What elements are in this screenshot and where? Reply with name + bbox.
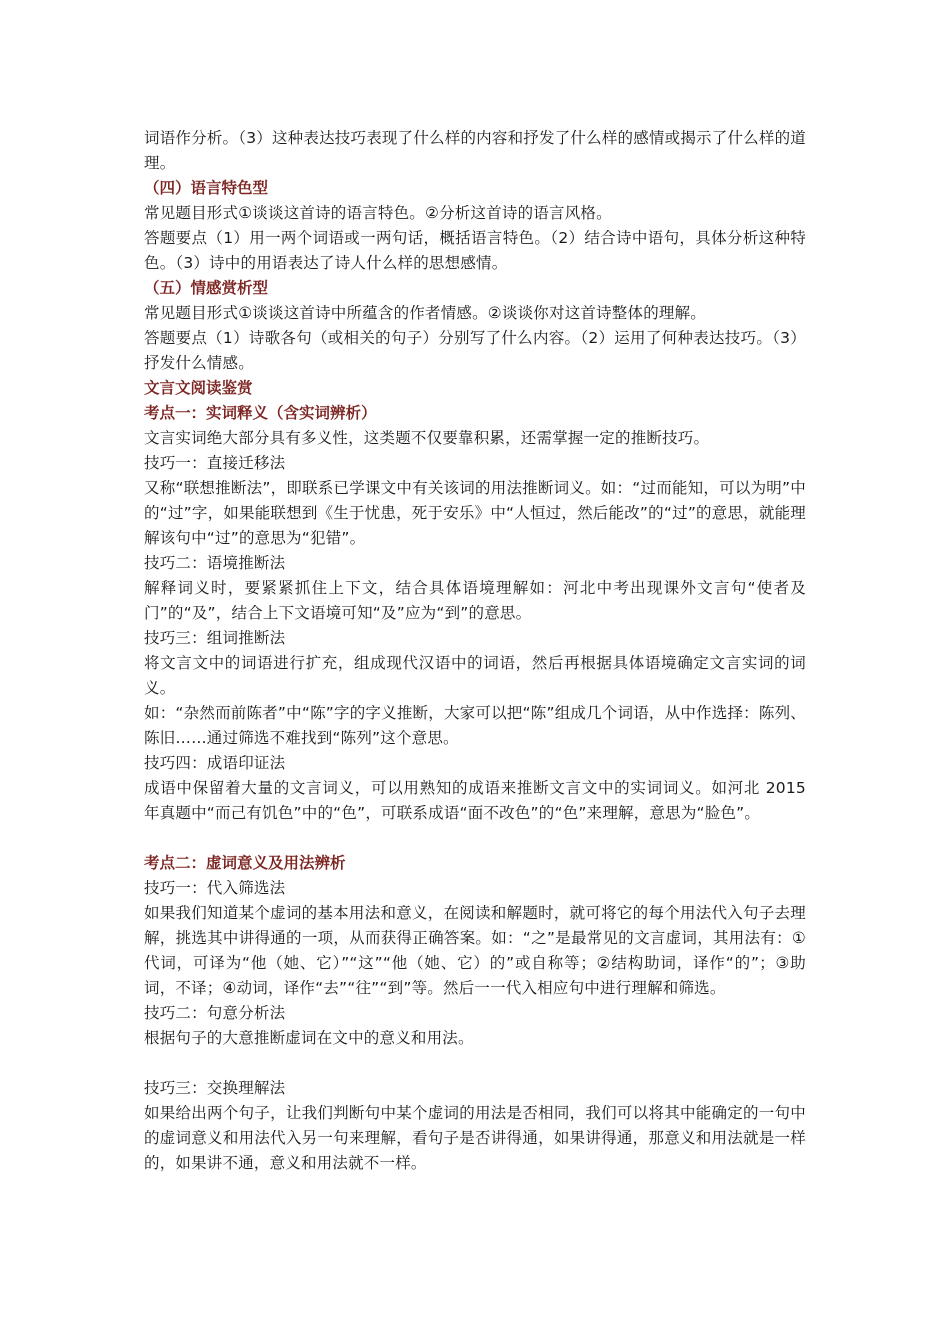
paragraph: 常见题目形式①谈谈这首诗的语言特色。②分析这首诗的语言风格。	[144, 204, 612, 222]
technique-label: 技巧一：代入筛选法	[144, 879, 286, 897]
paragraph: 成语中保留着大量的文言词义，可以用熟知的成语来推断文言文中的实词词义。如河北 2015 年真题中“而己有饥色”中的“色”，可联系成语“面不改色”的“色”来理解，意思为“脸色”。	[144, 779, 806, 822]
paragraph: 如果我们知道某个虚词的基本用法和意义，在阅读和解题时，就可将它的每个用法代入句子去理解，挑选其中讲得通的一项，从而获得正确答案。如：“之”是最常见的文言虚词，其用法有：①代词，可译为“他（她、它）”“这”“他（她、它）的”或自称等；②结构助词，译作“的”；③助词，不译；④动词，译作“去”“往”“到”等。然后一一代入相应句中进行理解和筛选。	[144, 904, 806, 997]
technique-label: 技巧三：交换理解法	[144, 1079, 286, 1097]
technique-label: 技巧三：组词推断法	[144, 629, 286, 647]
technique-label: 技巧四：成语印证法	[144, 754, 286, 772]
paragraph: 常见题目形式①谈谈这首诗中所蕴含的作者情感。②谈谈你对这首诗整体的理解。	[144, 304, 706, 322]
section-heading-emotion-appreciation: （五）情感赏析型	[144, 279, 269, 297]
section-heading-point-two: 考点二：虚词意义及用法辨析	[144, 854, 346, 872]
paragraph: 将文言文中的词语进行扩充，组成现代汉语中的词语，然后再根据具体语境确定文言实词的词义。	[144, 654, 806, 697]
paragraph-continuation: 词语作分析。（3）这种表达技巧表现了什么样的内容和抒发了什么样的感情或揭示了什么样的道理。	[144, 129, 806, 172]
technique-label: 技巧二：句意分析法	[144, 1004, 286, 1022]
blank-line	[144, 826, 806, 851]
paragraph: 如果给出两个句子，让我们判断句中某个虚词的用法是否相同，我们可以将其中能确定的一句中的虚词意义和用法代入另一句来理解，看句子是否讲得通，如果讲得通，那意义和用法就是一样的，如果讲不通，意义和用法就不一样。	[144, 1104, 806, 1172]
blank-line	[144, 1051, 806, 1076]
paragraph: 答题要点（1）诗歌各句（或相关的句子）分别写了什么内容。（2）运用了何种表达技巧。（3）抒发什么情感。	[144, 329, 806, 372]
section-heading-classical-chinese: 文言文阅读鉴赏	[144, 379, 253, 397]
document-body	[144, 126, 806, 1176]
paragraph: 又称“联想推断法”，即联系已学课文中有关该词的用法推断词义。如：“过而能知，可以为明”中的“过”字，如果能联想到《生于忧患，死于安乐》中“人恒过，然后能改”的“过”的意思，就能理解该句中“过”的意思为“犯错”。	[144, 479, 806, 547]
section-heading-point-one: 考点一：实词释义（含实词辨析）	[144, 404, 377, 422]
technique-label: 技巧一：直接迁移法	[144, 454, 286, 472]
paragraph: 如：“杂然而前陈者”中“陈”字的字义推断，大家可以把“陈”组成几个词语，从中作选择：陈列、陈旧……通过筛选不难找到“陈列”这个意思。	[144, 704, 806, 747]
paragraph: 文言实词绝大部分具有多义性，这类题不仅要靠积累，还需掌握一定的推断技巧。	[144, 429, 710, 447]
technique-label: 技巧二：语境推断法	[144, 554, 286, 572]
paragraph: 根据句子的大意推断虚词在文中的意义和用法。	[144, 1029, 474, 1047]
paragraph: 答题要点（1）用一两个词语或一两句话，概括语言特色。（2）结合诗中语句，具体分析这种特色。（3）诗中的用语表达了诗人什么样的思想感情。	[144, 229, 806, 272]
paragraph: 解释词义时，要紧紧抓住上下文，结合具体语境理解如：河北中考出现课外文言句“使者及门”的“及”，结合上下文语境可知“及”应为“到”的意思。	[144, 579, 806, 622]
section-heading-language-features: （四）语言特色型	[144, 179, 269, 197]
